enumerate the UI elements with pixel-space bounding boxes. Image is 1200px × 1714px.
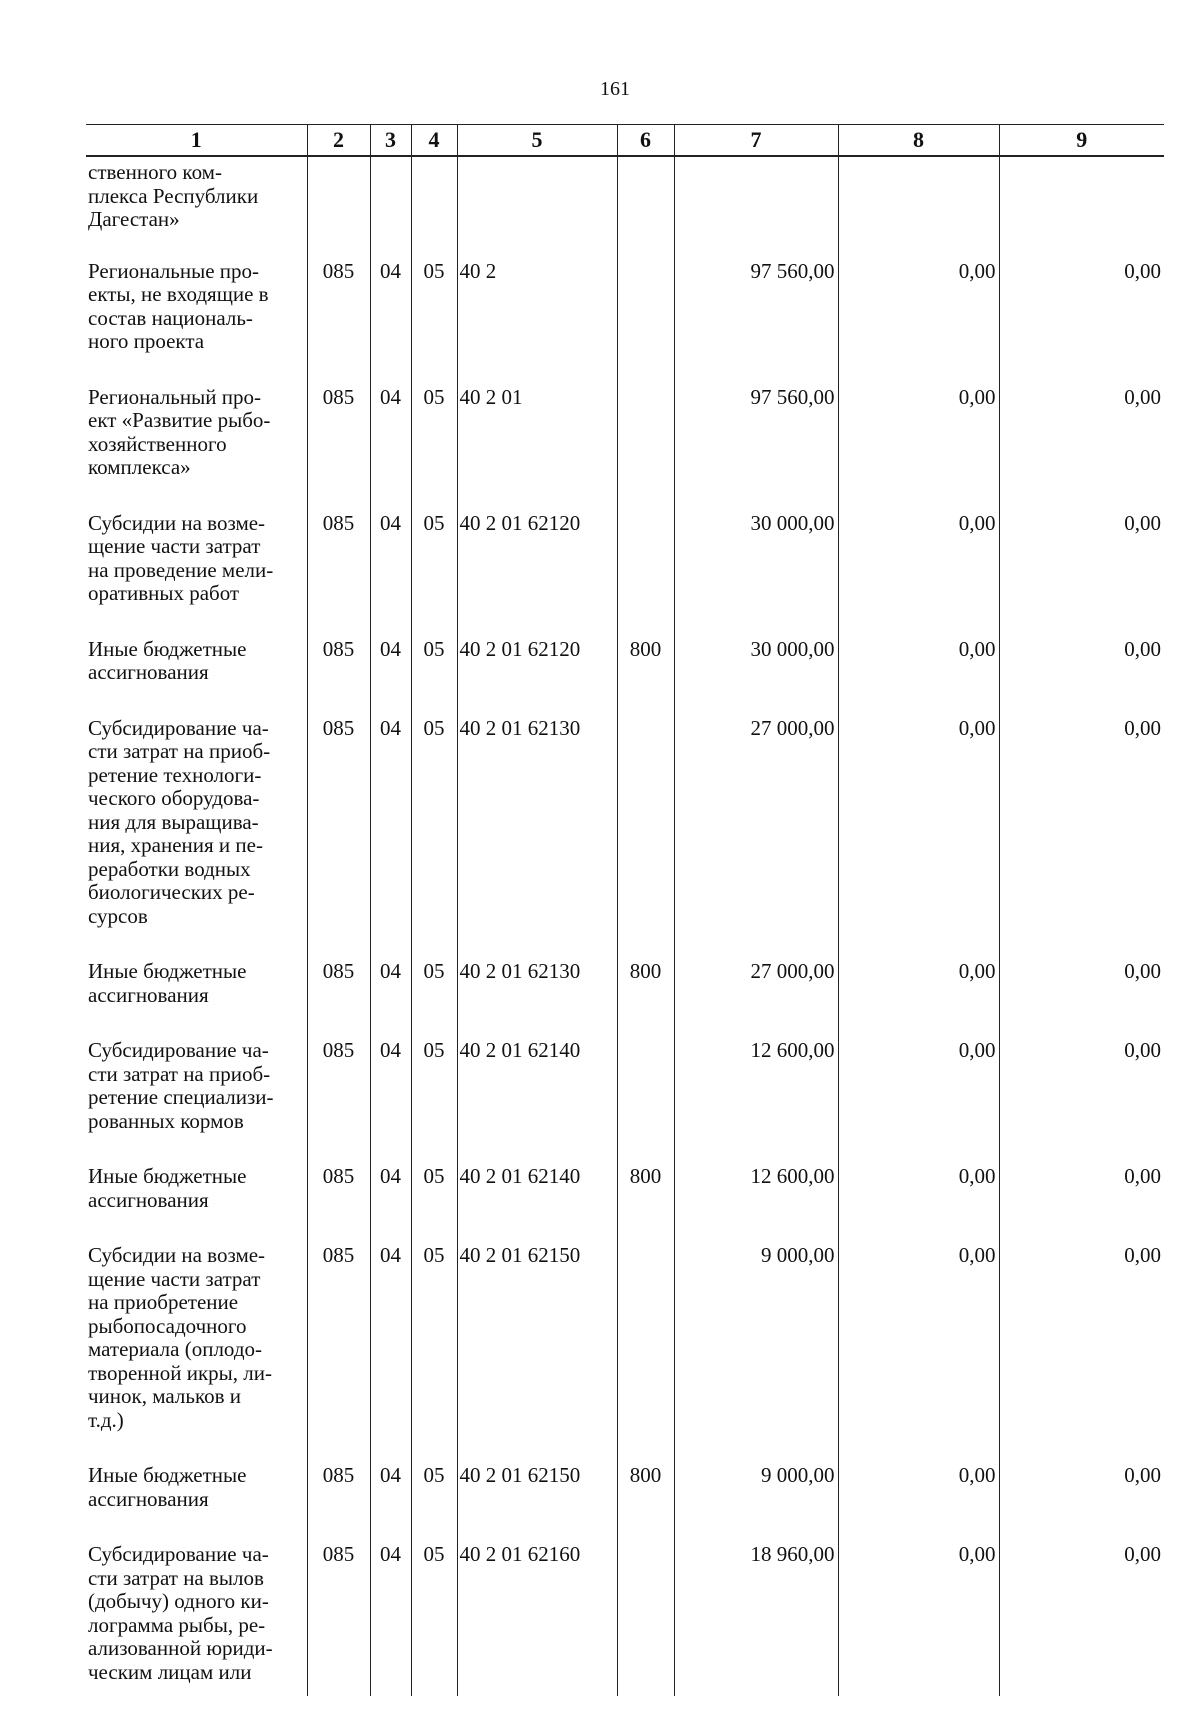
table-row [86, 946, 1164, 1025]
row-ved-cell: 085 [307, 624, 370, 703]
row-rz-cell: 04 [370, 1529, 411, 1696]
row-amount-cell: 27 000,00 [674, 703, 838, 947]
row-name-cell: Региональные про- екты, не входящие в состав националь- ного проекта [88, 258, 269, 353]
row-amount-cell: 0,00 [999, 624, 1164, 703]
table-row [86, 1450, 1164, 1529]
row-csr-cell: 40 2 01 62140 [457, 1025, 617, 1151]
row-amount-cell: 9 000,00 [674, 1230, 838, 1450]
row-pr-cell: 05 [411, 498, 457, 624]
row-amount-cell: 30 000,00 [674, 498, 838, 624]
row-vr-cell: 800 [617, 946, 674, 1025]
row-amount-cell: 0,00 [999, 372, 1164, 498]
row-rz-cell: 04 [370, 498, 411, 624]
row-vr-cell: 800 [617, 624, 674, 703]
row-vr-cell [617, 1230, 674, 1450]
row-amount-cell: 0,00 [838, 1230, 999, 1450]
row-ved-cell: 085 [307, 946, 370, 1025]
row-rz-cell: 04 [370, 246, 411, 372]
row-amount-cell: 0,00 [999, 1529, 1164, 1696]
row-csr-cell: 40 2 01 62130 [457, 946, 617, 1025]
row-amount-cell: 12 600,00 [674, 1025, 838, 1151]
row-amount-cell: 0,00 [999, 1450, 1164, 1529]
table-row [86, 1230, 1164, 1450]
row-ved-cell: 085 [307, 1529, 370, 1696]
row-amount-cell: 0,00 [999, 703, 1164, 947]
row-ved-cell [307, 156, 370, 246]
row-ved-cell: 085 [307, 1025, 370, 1151]
row-amount-cell: 30 000,00 [674, 624, 838, 703]
row-amount-cell: 0,00 [838, 372, 999, 498]
row-rz-cell: 04 [370, 1151, 411, 1230]
row-amount-cell: 0,00 [838, 498, 999, 624]
budget-table [86, 124, 1164, 1696]
row-ved-cell: 085 [307, 703, 370, 947]
row-amount-cell: 0,00 [838, 246, 999, 372]
row-ved-cell: 085 [307, 1450, 370, 1529]
row-pr-cell: 05 [411, 1025, 457, 1151]
row-ved-cell: 085 [307, 372, 370, 498]
header-cell: 5 [457, 125, 617, 157]
row-amount-cell: 0,00 [838, 946, 999, 1025]
row-ved-cell: 085 [307, 1151, 370, 1230]
row-rz-cell [370, 156, 411, 246]
row-name-cell: Иные бюджетные ассигнования [88, 636, 247, 684]
row-amount-cell [999, 156, 1164, 246]
row-amount-cell: 97 560,00 [674, 372, 838, 498]
row-csr-cell: 40 2 [457, 246, 617, 372]
row-name-cell: Субсидирование ча- сти затрат на приоб- ретение технологи- ческого оборудова- ния для выращива- ния, хранения и пе- реработки водных биологических ре- сурсов [88, 715, 271, 928]
row-csr-cell: 40 2 01 62120 [457, 498, 617, 624]
row-vr-cell [617, 246, 674, 372]
row-rz-cell: 04 [370, 624, 411, 703]
row-csr-cell: 40 2 01 [457, 372, 617, 498]
row-pr-cell: 05 [411, 372, 457, 498]
row-rz-cell: 04 [370, 946, 411, 1025]
row-amount-cell: 27 000,00 [674, 946, 838, 1025]
row-amount-cell: 97 560,00 [674, 246, 838, 372]
row-name-cell: Иные бюджетные ассигнования [88, 959, 247, 1007]
row-vr-cell [617, 1025, 674, 1151]
row-vr-cell [617, 1529, 674, 1696]
row-csr-cell: 40 2 01 62120 [457, 624, 617, 703]
row-amount-cell: 0,00 [999, 498, 1164, 624]
row-pr-cell: 05 [411, 1230, 457, 1450]
row-amount-cell: 0,00 [838, 1450, 999, 1529]
row-pr-cell: 05 [411, 246, 457, 372]
table-row [86, 1025, 1164, 1151]
row-csr-cell: 40 2 01 62130 [457, 703, 617, 947]
table-row [86, 703, 1164, 947]
header-cell: 2 [307, 125, 370, 157]
row-amount-cell: 0,00 [999, 1151, 1164, 1230]
row-rz-cell: 04 [370, 703, 411, 947]
row-ved-cell: 085 [307, 246, 370, 372]
row-csr-cell: 40 2 01 62140 [457, 1151, 617, 1230]
row-pr-cell: 05 [411, 946, 457, 1025]
row-pr-cell: 05 [411, 1529, 457, 1696]
row-amount-cell: 9 000,00 [674, 1450, 838, 1529]
row-name-cell: Иные бюджетные ассигнования [88, 1463, 247, 1511]
row-amount-cell [674, 156, 838, 246]
row-name-cell: Субсидии на возме- щение части затрат на приобретение рыбопосадочного материала (оплодо- творенной икры, ли- чинок, мальков и т.д.) [88, 1243, 272, 1432]
header-cell: 6 [617, 125, 674, 157]
row-amount-cell: 12 600,00 [674, 1151, 838, 1230]
row-pr-cell: 05 [411, 624, 457, 703]
table-row [86, 498, 1164, 624]
row-vr-cell [617, 372, 674, 498]
row-name-cell: ственного ком- плекса Республики Дагестан» [88, 160, 259, 231]
row-amount-cell: 0,00 [838, 1151, 999, 1230]
row-csr-cell [457, 156, 617, 246]
row-amount-cell: 0,00 [838, 1529, 999, 1696]
row-ved-cell: 085 [307, 498, 370, 624]
row-rz-cell: 04 [370, 1450, 411, 1529]
row-amount-cell: 0,00 [838, 1025, 999, 1151]
row-vr-cell: 800 [617, 1151, 674, 1230]
row-amount-cell: 0,00 [838, 703, 999, 947]
row-csr-cell: 40 2 01 62150 [457, 1230, 617, 1450]
header-cell: 1 [86, 125, 307, 157]
row-pr-cell: 05 [411, 1151, 457, 1230]
table-row [86, 1529, 1164, 1696]
row-amount-cell: 18 960,00 [674, 1529, 838, 1696]
row-csr-cell: 40 2 01 62150 [457, 1450, 617, 1529]
row-vr-cell [617, 156, 674, 246]
row-rz-cell: 04 [370, 372, 411, 498]
row-name-cell: Субсидии на возме- щение части затрат на проведение мели- оративных работ [88, 510, 274, 605]
row-amount-cell: 0,00 [999, 1025, 1164, 1151]
table-row [86, 624, 1164, 703]
row-amount-cell: 0,00 [999, 1230, 1164, 1450]
row-pr-cell: 05 [411, 703, 457, 947]
row-ved-cell: 085 [307, 1230, 370, 1450]
row-pr-cell [411, 156, 457, 246]
row-name-cell: Субсидирование ча- сти затрат на вылов (добычу) одного ки- лограмма рыбы, ре- ализованной юриди- ческим лицам или [88, 1542, 273, 1684]
row-pr-cell: 05 [411, 1450, 457, 1529]
table-row [86, 1151, 1164, 1230]
table-row [86, 246, 1164, 372]
row-vr-cell [617, 703, 674, 947]
row-rz-cell: 04 [370, 1230, 411, 1450]
row-csr-cell: 40 2 01 62160 [457, 1529, 617, 1696]
table-row [86, 156, 1164, 246]
row-name-cell: Региональный про- ект «Развитие рыбо- хозяйственного комплекса» [88, 384, 271, 479]
page-number: 161 [600, 78, 630, 100]
row-vr-cell [617, 498, 674, 624]
row-amount-cell: 0,00 [999, 246, 1164, 372]
header-cell: 7 [674, 125, 838, 157]
table-row [86, 372, 1164, 498]
table-body [86, 156, 1164, 1696]
row-name-cell: Иные бюджетные ассигнования [88, 1164, 247, 1212]
row-amount-cell [838, 156, 999, 246]
row-amount-cell: 0,00 [838, 624, 999, 703]
row-name-cell: Субсидирование ча- сти затрат на приоб- ретение специализи- рованных кормов [88, 1038, 274, 1133]
row-rz-cell: 04 [370, 1025, 411, 1151]
row-amount-cell: 0,00 [999, 946, 1164, 1025]
header-cell: 9 [999, 125, 1164, 157]
header-cell: 3 [370, 125, 411, 157]
header-cell: 4 [411, 125, 457, 157]
header-row [86, 125, 1164, 157]
row-vr-cell: 800 [617, 1450, 674, 1529]
header-cell: 8 [838, 125, 999, 157]
